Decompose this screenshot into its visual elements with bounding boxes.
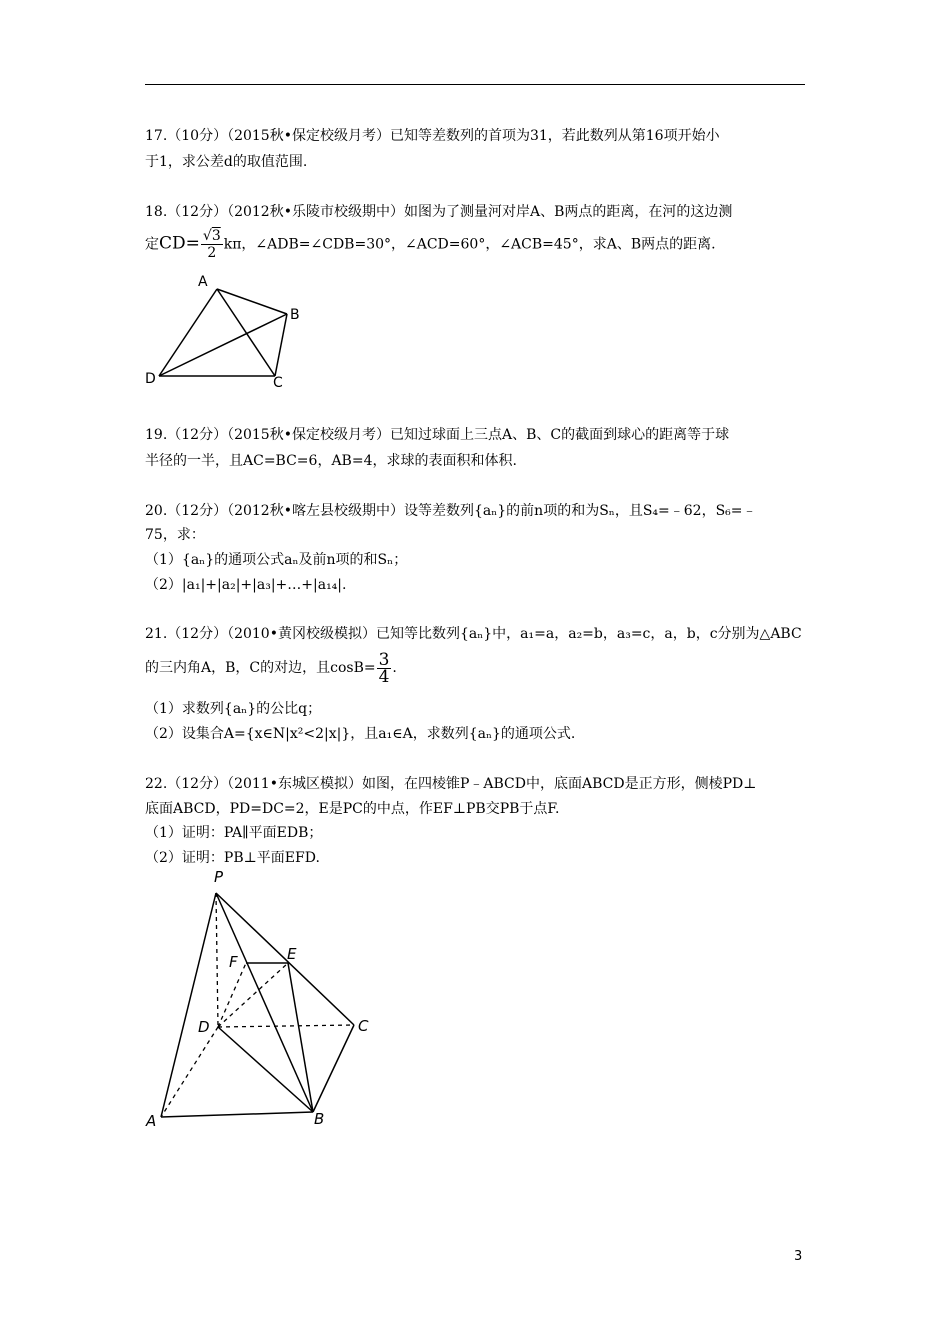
- label-a: A: [146, 1112, 157, 1130]
- segment-ac: [217, 289, 275, 376]
- problem-18-line-2-post: ，∠ADB=∠CDB=30°，∠ACD=60°，∠ACB=45°，求A、B两点的距离.: [241, 236, 716, 253]
- header-rule: [145, 84, 805, 85]
- label-c: C: [273, 375, 283, 391]
- label-e: E: [287, 945, 297, 963]
- label-b: B: [290, 307, 300, 323]
- problem-21-line-2: [145, 650, 397, 686]
- label-b: B: [314, 1110, 325, 1128]
- edge-pd-hidden: [216, 893, 218, 1027]
- problem-20-q2: （2）|a₁|+|a₂|+|a₃|+…+|a₁₄|.: [145, 577, 347, 593]
- cosb-fraction-num: 3: [378, 649, 390, 670]
- edge-ab: [161, 1112, 313, 1117]
- segment-ab: [217, 289, 287, 314]
- segment-eb: [288, 963, 313, 1112]
- label-a: A: [198, 274, 208, 290]
- label-p: P: [214, 868, 224, 886]
- segment-df-hidden: [218, 963, 246, 1027]
- page-number: 3: [794, 1249, 803, 1264]
- sqrt-sign: √: [202, 228, 212, 244]
- problem-19-line-2: 半径的一半，且AC=BC=6，AB=4，求球的表面积和体积.: [145, 453, 517, 469]
- edge-dc-hidden: [218, 1025, 354, 1027]
- problem-22-line-2: 底面ABCD，PD=DC=2，E是PC的中点，作EF⊥PB交PB于点F.: [145, 801, 560, 817]
- edge-pa: [161, 893, 216, 1117]
- label-c: C: [358, 1017, 369, 1035]
- segment-db: [159, 314, 287, 376]
- problem-18-line-1: 18.（12分）（2012秋•乐陵市校级期中）如图为了测量河对岸A、B两点的距离，在河的这边测: [145, 204, 733, 220]
- problem-20-line-1: 20.（12分）（2012秋•喀左县校级期中）设等差数列{aₙ}的前n项的和为Sₙ，且S₄=﹣62，S₆=﹣: [145, 503, 757, 519]
- edge-bc: [313, 1025, 354, 1112]
- figure-22-pyramid: [140, 865, 380, 1135]
- segment-db: [218, 1027, 313, 1112]
- edge-pb: [216, 893, 313, 1112]
- problem-22-q2: （2）证明：PB⊥平面EFD.: [145, 850, 320, 866]
- problem-22-line-1: 22.（12分）（2011•东城区模拟）如图，在四棱锥P﹣ABCD中，底面ABCD是正方形，侧棱PD⊥: [145, 776, 757, 792]
- cd-label: CD=: [159, 233, 200, 254]
- problem-22-q1: （1）证明：PA∥平面EDB；: [145, 825, 323, 841]
- edge-da-hidden: [161, 1027, 218, 1117]
- problem-21-line-2-post: .: [392, 660, 397, 676]
- problem-21-q2: （2）设集合A={x∈N|x²<2|x|}，且a₁∈A，求数列{aₙ}的通项公式.: [145, 726, 576, 742]
- figure-18-quadrilateral: [140, 268, 320, 393]
- problem-19-line-1: 19.（12分）（2015秋•保定校级月考）已知过球面上三点A、B、C的截面到球心的距离等于球: [145, 427, 730, 443]
- cd-fraction: [201, 228, 223, 261]
- segment-bc: [275, 314, 287, 376]
- sqrt-arg: 3: [211, 228, 221, 244]
- cd-unit: kπ: [223, 236, 242, 253]
- problem-18-line-2: [145, 228, 716, 261]
- problem-20-q1: （1）{aₙ}的通项公式aₙ及前n项的和Sₙ；: [145, 552, 408, 568]
- problem-21-line-1: 21.（12分）（2010•黄冈校级模拟）已知等比数列{aₙ}中，a₁=a，a₂=b，a₃=c，a，b，c分别为△ABC: [145, 626, 802, 642]
- segment-ad: [159, 289, 217, 376]
- problem-17-line-1: 17.（10分）（2015秋•保定校级月考）已知等差数列的首项为31，若此数列从第16项开始小: [145, 128, 720, 144]
- cosb-fraction: [377, 649, 392, 687]
- problem-20-line-2: 75，求：: [145, 527, 205, 543]
- problem-18-line-2-pre: 定: [145, 236, 159, 253]
- problem-21-q1: （1）求数列{aₙ}的公比q；: [145, 701, 322, 717]
- label-d: D: [145, 371, 156, 387]
- segment-de-hidden: [218, 963, 288, 1027]
- cd-fraction-den: 2: [207, 245, 217, 261]
- problem-17-line-2: 于1，求公差d的取值范围.: [145, 154, 308, 170]
- label-d: D: [198, 1018, 210, 1036]
- problem-21-line-2-pre: 的三内角A，B，C的对边，且cosB=: [145, 660, 376, 676]
- cosb-fraction-den: 4: [378, 666, 390, 687]
- label-f: F: [229, 953, 238, 971]
